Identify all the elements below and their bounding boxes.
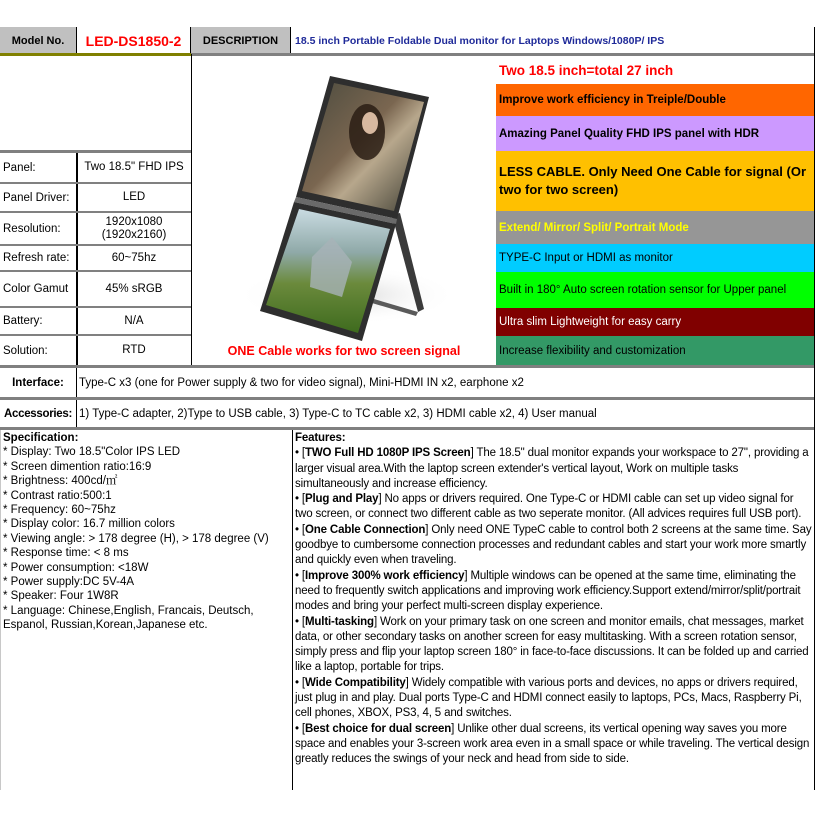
description-label: DESCRIPTION xyxy=(191,27,291,54)
feature-heading: Improve 300% work efficiency xyxy=(304,569,465,582)
feature-body: Work on your primary task on one screen and monitor emails, chat messages, market data, or other secondary tasks on another screen for easy multitasking. With a screen rotation sensor, simply press and flip your laptop screen 180° in face-to-face discussions. It can be folded up and carried like a laptop, portable for trips. xyxy=(295,615,809,674)
accessories-label: Accessories: xyxy=(0,400,77,427)
product-image-caption: ONE Cable works for two screen signal xyxy=(227,344,461,358)
divider xyxy=(0,427,814,430)
spec-value: 60~75hz xyxy=(111,251,157,264)
spec-label: Solution: xyxy=(0,336,77,365)
feature-item: • [One Cable Connection] Only need ONE TypeC cable to control both 2 screens at the same time. Say goodbye to cumbersome connection processes and redundant cables and start your work more smartly and quickly even when traveling. xyxy=(295,523,812,567)
feature-item: • [Multi-tasking] Work on your primary task on one screen and monitor emails, chat messages, market data, or other secondary tasks on another screen for easy multitasking. With a screen rotation sensor, simply press and flip your laptop screen 180° in face-to-face discussions. It can be folded up and carried like a laptop, portable for trips. xyxy=(295,615,809,674)
spec-line: * Power consumption: <18W xyxy=(3,561,149,574)
feature-heading: Best choice for dual screen xyxy=(304,722,452,735)
feature-bar: Extend/ Mirror/ Split/ Portrait Mode xyxy=(496,211,814,244)
spec-line: * Display: Two 18.5"Color IPS LED xyxy=(3,446,181,459)
spec-value: LED xyxy=(122,191,146,203)
feature-body: The 18.5" dual monitor expands your workspace to 27", providing a larger visual area.With the laptop screen extender's vertical layout, Work on multiple tasks simultaneously and increase efficiency. xyxy=(295,447,809,490)
feature-item: • [Improve 300% work efficiency] Multiple windows can be opened at the same time, eliminating the need to frequently switch applications and improving work efficiency.Support extend/mirror/split/portrait modes and bring your perfect multi-screen display experience. xyxy=(295,569,801,613)
spec-value: Two 18.5" FHD IPS xyxy=(84,161,184,173)
feature-bar: Ultra slim Lightweight for easy carry xyxy=(496,308,814,336)
feature-bar: Two 18.5 inch=total 27 inch xyxy=(499,63,674,78)
interface-label: Interface: xyxy=(0,368,77,397)
feature-body: Only need ONE TypeC cable to control both 2 screens at the same time. Say goodbye to cumbersome connection processes and redundant cables and start your work more smartly and quickly even when traveling. xyxy=(295,523,812,567)
spec-line: * Frequency: 60~75hz xyxy=(3,504,116,517)
feature-body: Multiple windows can be opened at the same time, eliminating the need to frequently switch applications and improving work efficiency.Support extend/mirror/split/portrait modes and bring your perfect multi-screen display experience. xyxy=(295,569,801,613)
feature-bar: Improve work efficiency in Treiple/Double xyxy=(496,84,814,116)
header-underline-model xyxy=(0,53,191,56)
spec-line: * Language: Chinese,English, Francais, Deutsch, Espanol, Russian,Korean,Japanese etc. xyxy=(3,604,254,632)
spec-row-panel-driver xyxy=(0,184,191,213)
feature-bar: Amazing Panel Quality FHD IPS panel with HDR xyxy=(496,116,814,151)
spec-row-solution xyxy=(0,336,191,365)
feature-body: No apps or drivers required. One Type-C or HDMI cable can set up video signal for two screen, or connect two different cable as two seperate monitor. (All advices requires full USB port). xyxy=(295,493,802,521)
specification-section xyxy=(3,431,291,633)
feature-item: • [Wide Compatibility] Widely compatible with various ports and devices, no apps or drivers required, just plug in and play. Dual ports Type-C and HDMI connect easily to laptops, PCs, Macs, Raspberry Pi, cell phones, XBOX, PS3, 4, 5 and switches. xyxy=(295,676,802,720)
screen-figure-face xyxy=(362,112,378,134)
header-underline-desc xyxy=(191,53,814,56)
spec-line: * Display color: 16.7 million colors xyxy=(3,518,175,531)
feature-heading: Wide Compatibility xyxy=(304,676,406,689)
description-value: 18.5 inch Portable Foldable Dual monitor for Laptops Windows/1080P/ IPS xyxy=(295,34,665,47)
feature-bar: TYPE-C Input or HDMI as monitor xyxy=(496,244,814,272)
spec-row-panel xyxy=(0,153,191,184)
feature-item: • [TWO Full HD 1080P IPS Screen] The 18.5" dual monitor expands your workspace to 27", providing a larger visual area.With the laptop screen extender's vertical layout, Work on multiple tasks simultaneously and increase efficiency. xyxy=(295,447,809,490)
feature-heading: TWO Full HD 1080P IPS Screen xyxy=(304,447,471,460)
spec-row-battery xyxy=(0,308,191,336)
model-no-label: Model No. xyxy=(0,27,77,54)
feature-bar: LESS CABLE. Only Need One Cable for signal (Or two for two screen) xyxy=(496,151,814,211)
feature-item: • [Plug and Play] No apps or drivers required. One Type-C or HDMI cable can set up video signal for two screen, or connect two different cable as two seperate monitor. (All advices requires full USB port). xyxy=(295,493,802,521)
spec-value: N/A xyxy=(124,314,144,327)
spec-value: RTD xyxy=(122,344,146,356)
feature-body: Widely compatible with various ports and devices, no apps or drivers required, just plug in and play. Dual ports Type-C and HDMI connect easily to laptops, PCs, Macs, Raspberry Pi, cell phones, XBOX, PS3, 4, 5 and switches. xyxy=(295,676,802,720)
accessories-value: 1) Type-C adapter, 2)Type to USB cable, 3) Type-C to TC cable x2, 3) HDMI cable x2, 4) User manual xyxy=(79,407,597,420)
spec-label: Panel Driver: xyxy=(0,184,77,211)
spec-line: * Power supply:DC 5V-4A xyxy=(3,576,135,589)
spec-row-color-gamut xyxy=(0,272,191,308)
spec-line: * Contrast ratio:500:1 xyxy=(3,489,112,502)
left-border xyxy=(0,430,1,790)
spec-line: * Brightness: 400cd/㎡ xyxy=(3,475,118,488)
column-divider xyxy=(292,430,293,790)
specification-title: Specification: xyxy=(3,432,79,444)
feature-bar: Built in 180° Auto screen rotation sensor for Upper panel xyxy=(496,272,814,308)
feature-item: • [Best choice for dual screen] Unlike other dual screens, its vertical opening way saves you more space and enables your 3-screen work area even in a small space or while traveling. The vertical design greatly reduces the swings of your neck and head from side to side. xyxy=(295,722,810,766)
feature-body: Unlike other dual screens, its vertical opening way saves you more space and enables your 3-screen work area even in a small space or while traveling. The vertical design greatly reduces the swings of your neck and head from side to side. xyxy=(295,722,810,766)
accessories-row xyxy=(0,400,814,427)
spec-line: * Screen dimention ratio:16:9 xyxy=(3,460,152,473)
spec-line: * Speaker: Four 1W8R xyxy=(3,590,119,603)
model-no-value: LED-DS1850-2 xyxy=(77,27,191,54)
spec-value: 45% sRGB xyxy=(105,282,163,295)
feature-bar: Increase flexibility and customization xyxy=(496,336,814,365)
feature-heading: Multi-tasking xyxy=(304,615,374,628)
spec-label: Refresh rate: xyxy=(0,246,77,270)
spec-label: Color Gamut xyxy=(0,272,77,306)
feature-heading: Plug and Play xyxy=(304,493,379,506)
interface-value: Type-C x3 (one for Power supply & two for video signal), Mini-HDMI IN x2, earphone x2 xyxy=(79,376,524,389)
feature-heading: One Cable Connection xyxy=(304,523,426,536)
spec-row-refresh-rate xyxy=(0,246,191,272)
spec-value: 1920x1080 (1920x2160) xyxy=(101,215,167,241)
product-image-dual-monitor xyxy=(192,57,496,342)
interface-row xyxy=(0,368,814,397)
features-title: Features: xyxy=(295,432,346,444)
spec-row-resolution xyxy=(0,213,191,246)
features-section xyxy=(295,431,813,768)
spec-line: * Response time: < 8 ms xyxy=(3,547,129,560)
table-right-border xyxy=(814,27,815,790)
spec-label: Panel: xyxy=(0,153,77,182)
spec-label: Resolution: xyxy=(0,213,77,244)
spec-label: Battery: xyxy=(0,308,77,334)
spec-line: * Viewing angle: > 178 degree (H), > 178 degree (V) xyxy=(3,532,269,545)
